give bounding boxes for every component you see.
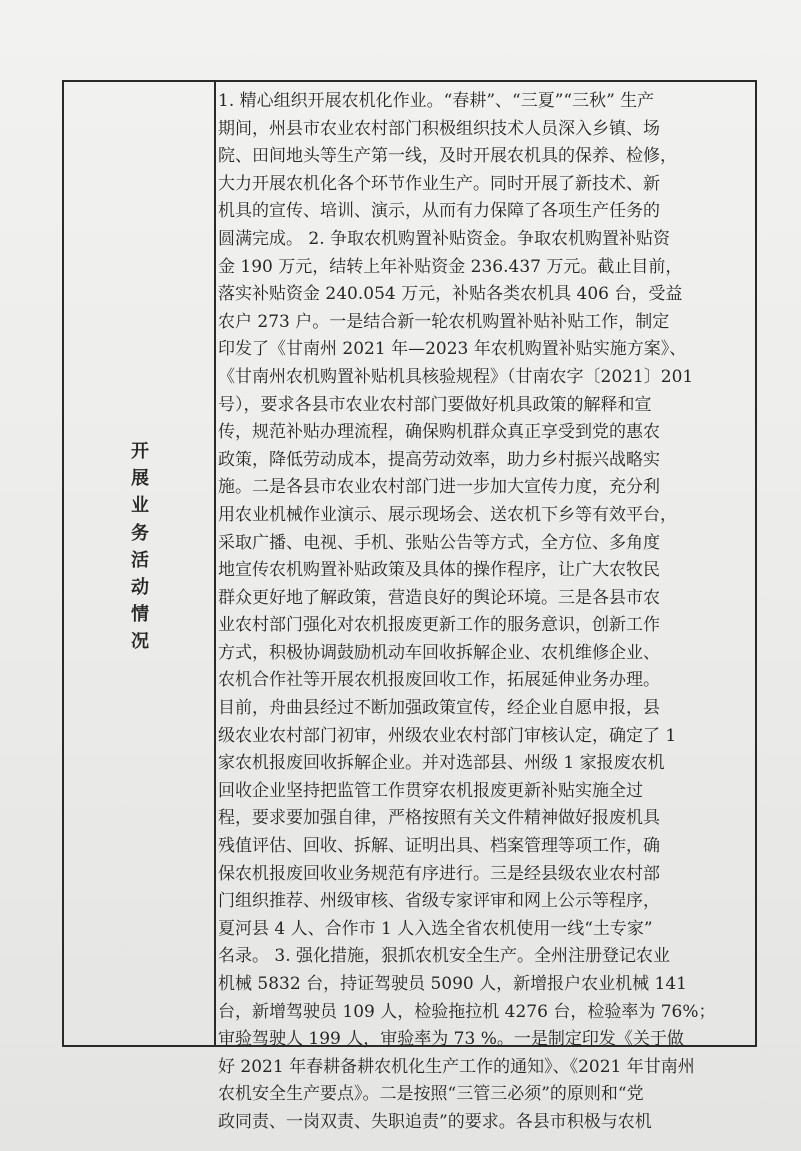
content-line: 圆满完成。 2. 争取农机购置补贴资金。争取农机购置补贴资: [218, 228, 671, 249]
content-line: 夏河县 4 人、合作市 1 人入选全省农机使用一线“土专家”: [218, 918, 653, 939]
content-line: 期间，州县市农业农村部门积极组织技术人员深入乡镇、场: [218, 118, 660, 139]
content-line: 农户 273 户。一是结合新一轮农机购置补贴补贴工作，制定: [218, 311, 670, 332]
content-line: 农机合作社等开展农机报废回收工作，拓展延伸业务办理。: [218, 670, 660, 691]
content-line: 群众更好地了解政策，营造良好的舆论环境。三是各县市农: [218, 587, 660, 608]
content-line: 方式，积极协调鼓励机动车回收拆解企业、农机维修企业、: [218, 642, 660, 663]
form-table: [62, 80, 757, 1132]
content-line: 施。二是各县市农业农村部门进一步加大宣传力度，充分利: [218, 477, 660, 498]
content-line: 程，要求要加强自律，严格按照有关文件精神做好报废机具: [218, 808, 660, 829]
content-line: 采取广播、电视、手机、张贴公告等方式，全方位、多角度: [218, 532, 660, 553]
content-line: 政策，降低劳动成本，提高劳动效率，助力乡村振兴战略实: [218, 449, 660, 470]
content-line: 名录。 3. 强化措施，狠抓农机安全生产。全州注册登记农业: [218, 946, 671, 967]
content-line: 好 2021 年春耕备耕农机化生产工作的通知》、《2021 年甘南州: [218, 1056, 695, 1077]
content-line: 《甘南州农机购置补贴机具核验规程》（甘南农字〔2021〕201: [218, 366, 694, 387]
row-label: 开展业务活动情况: [131, 441, 149, 653]
content-line: 审验驾驶人 199 人，审验率为 73 %。一是制定印发《关于做: [218, 1029, 684, 1050]
content-line: 保农机报废回收业务规范有序进行。三是经县级农业农村部: [218, 863, 660, 884]
label-cell: [64, 82, 214, 1045]
content-line: 院、田间地头等生产第一线，及时开展农机具的保养、检修，: [218, 146, 677, 167]
content-line: 印发了《甘南州 2021 年—2023 年农机购置补贴实施方案》、: [218, 339, 687, 360]
content-line: 回收企业坚持把监管工作贯穿农机报废更新补贴实施全过: [218, 780, 643, 801]
content-line: 号），要求各县市农业农村部门要做好机具政策的解释和宣: [218, 394, 652, 415]
content-line: 目前，舟曲县经过不断加强政策宣传，经企业自愿申报，县: [218, 698, 660, 719]
content-line: 级农业农村部门初审，州级农业农村部门审核认定，确定了 1: [218, 725, 677, 746]
content-cell: [218, 88, 752, 1137]
content-line: 政同责、一岗双责、失职追责”的要求。各县市积极与农机: [218, 1111, 652, 1132]
column-divider: [214, 82, 216, 1045]
content-line: 农机安全生产要点》。二是按照“三管三必须”的原则和“党: [218, 1084, 644, 1105]
content-line: 家农机报废回收拆解企业。并对选部县、州级 1 家报废农机: [218, 753, 665, 774]
content-line: 传，规范补贴办理流程，确保购机群众真正享受到党的惠农: [218, 422, 660, 443]
content-line: 台，新增驾驶员 109 人，检验拖拉机 4276 台，检验率为 76%；: [218, 1001, 716, 1022]
content-line: 机械 5832 台，持证驾驶员 5090 人，新增报户农业机械 141: [218, 974, 687, 994]
content-line: 残值评估、回收、拆解、证明出具、档案管理等项工作，确: [218, 836, 660, 857]
content-line: 落实补贴资金 240.054 万元，补贴各类农机具 406 台，受益: [218, 284, 683, 305]
content-line: 业农村部门强化对农机报废更新工作的服务意识，创新工作: [218, 615, 660, 636]
content-line: 大力开展农机化各个环节作业生产。同时开展了新技术、新: [218, 173, 660, 194]
content-line: 金 190 万元，结转上年补贴资金 236.437 万元。截止目前，: [218, 256, 683, 277]
content-line: 门组织推荐、州级审核、省级专家评审和网上公示等程序，: [218, 891, 660, 912]
content-line: 地宣传农机购置补贴政策及具体的操作程序，让广大农牧民: [218, 560, 660, 581]
content-line: 用农业机械作业演示、展示现场会、送农机下乡等有效平台，: [218, 504, 677, 525]
content-line: 机具的宣传、培训、演示，从而有力保障了各项生产任务的: [218, 201, 660, 222]
content-line: 1. 精心组织开展农机化作业。“春耕”、“三夏”“三秋” 生产: [218, 91, 655, 111]
